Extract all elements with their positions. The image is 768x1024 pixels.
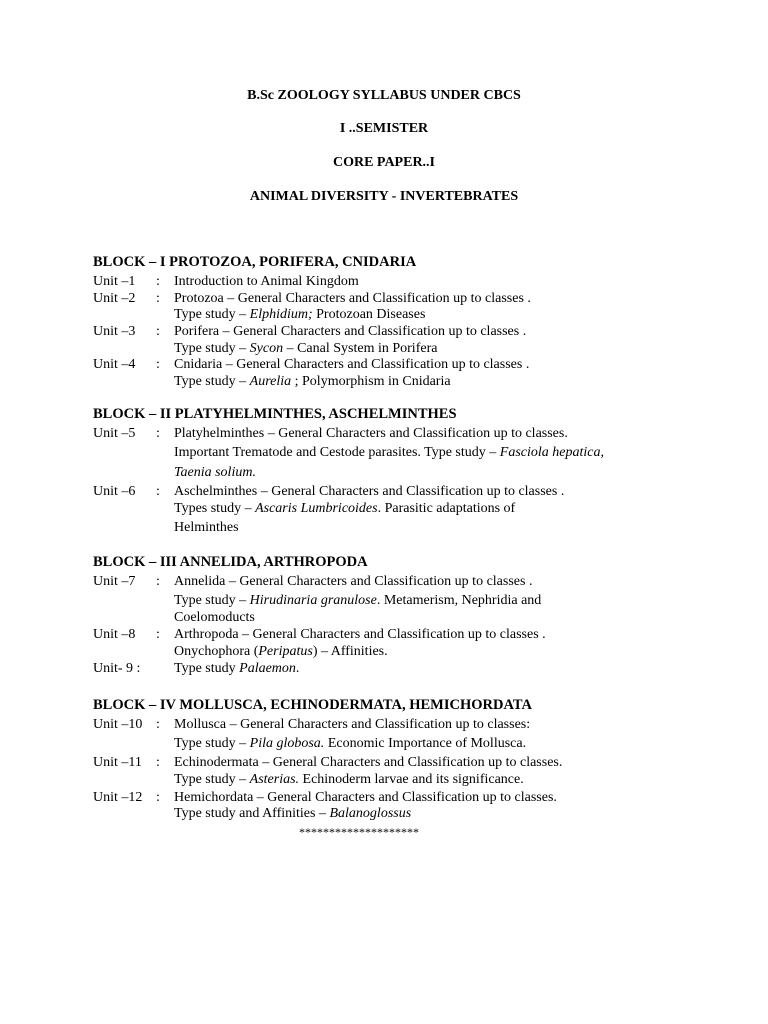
unit-label: Unit –8 (93, 627, 136, 642)
unit-text: Arthropoda – General Characters and Classification up to classes . (174, 627, 546, 642)
unit-label: Unit –1 (93, 274, 136, 289)
unit-text: Important Trematode and Cestode parasites. Type study – Fasciola hepatica, (174, 445, 604, 460)
unit-text: Type study – Asterias. Echinoderm larvae and its significance. (174, 772, 524, 787)
block-heading: BLOCK – III ANNELIDA, ARTHROPODA (93, 554, 368, 570)
unit-label: Unit –10 (93, 717, 143, 732)
subject-heading: ANIMAL DIVERSITY - INVERTEBRATES (249, 189, 519, 204)
unit-colon: : (156, 484, 160, 499)
unit-text: Protozoa – General Characters and Classification up to classes . (174, 291, 531, 306)
unit-text: Type study – Elphidium; Protozoan Diseases (174, 307, 426, 322)
unit-text: Cnidaria – General Characters and Classification up to classes . (174, 357, 530, 372)
unit-colon: : (156, 790, 160, 805)
unit-colon: : (156, 324, 160, 339)
unit-colon: : (156, 357, 160, 372)
unit-label: Unit –12 (93, 790, 143, 805)
unit-label: Unit –7 (93, 574, 136, 589)
unit-text: Type study – Hirudinaria granulose. Metamerism, Nephridia and (174, 593, 542, 608)
unit-text: Coelomoducts (174, 610, 255, 625)
unit-label: Unit –11 (93, 755, 142, 770)
semester-heading: I ..SEMISTER (339, 121, 429, 136)
unit-text: Platyhelminthes – General Characters and Classification up to classes. (174, 426, 568, 441)
unit-text: Aschelminthes – General Characters and Classification up to classes . (174, 484, 565, 499)
unit-label: Unit –2 (93, 291, 136, 306)
block-heading: BLOCK – II PLATYHELMINTHES, ASCHELMINTHES (93, 406, 457, 422)
unit-text: Helminthes (174, 520, 239, 535)
unit-text: Type study and Affinities – Balanoglossus (174, 806, 412, 821)
unit-text: Hemichordata – General Characters and Classification up to classes. (174, 790, 557, 805)
unit-label: Unit –4 (93, 357, 136, 372)
unit-text: Mollusca – General Characters and Classification up to classes: (174, 717, 531, 732)
unit-colon: : (156, 274, 160, 289)
unit-text: Taenia solium. (174, 465, 256, 480)
syllabus-title: B.Sc ZOOLOGY SYLLABUS UNDER CBCS (247, 88, 521, 103)
unit-text: Type study Palaemon. (174, 661, 300, 676)
unit-text: Types study – Ascaris Lumbricoides. Parasitic adaptations of (174, 501, 516, 516)
unit-text: Type study – Aurelia ; Polymorphism in Cnidaria (174, 374, 451, 389)
unit-text: Echinodermata – General Characters and Classification up to classes. (174, 755, 563, 770)
unit-colon: : (156, 755, 160, 770)
unit-label: Unit –5 (93, 426, 136, 441)
paper-heading: CORE PAPER..I (332, 155, 436, 170)
unit-colon: : (156, 426, 160, 441)
unit-text: Porifera – General Characters and Classification up to classes . (174, 324, 527, 339)
block-heading: BLOCK – IV MOLLUSCA, ECHINODERMATA, HEMICHORDATA (93, 697, 532, 713)
unit-text: Onychophora (Peripatus) – Affinities. (174, 644, 388, 659)
unit-label: Unit –6 (93, 484, 136, 499)
unit-text: Annelida – General Characters and Classification up to classes . (174, 574, 533, 589)
unit-colon: : (156, 291, 160, 306)
unit-text: Type study – Sycon – Canal System in Porifera (174, 341, 438, 356)
unit-text: Introduction to Animal Kingdom (174, 274, 359, 289)
unit-colon: : (156, 627, 160, 642)
unit-text: Type study – Pila globosa. Economic Importance of Mollusca. (174, 736, 527, 751)
unit-label: Unit- 9 : (93, 661, 141, 676)
unit-colon: : (156, 574, 160, 589)
block-heading: BLOCK – I PROTOZOA, PORIFERA, CNIDARIA (93, 254, 417, 270)
footer-divider: ******************** (299, 825, 419, 839)
unit-label: Unit –3 (93, 324, 136, 339)
unit-colon: : (156, 717, 160, 732)
